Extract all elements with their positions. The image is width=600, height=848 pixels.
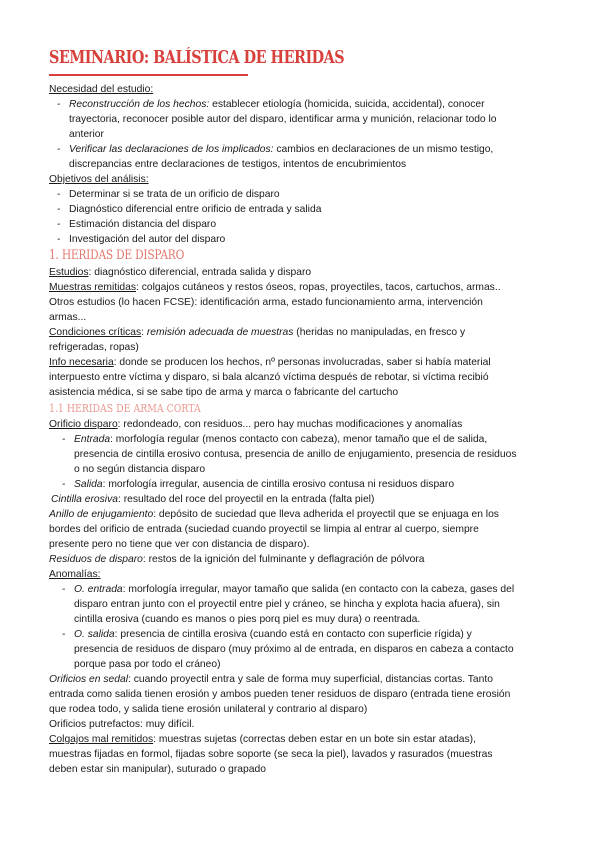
title-underline: [49, 74, 248, 76]
muestras-line: Muestras remitidas: colgajos cutáneos y restos óseos, ropas, proyectiles, tacos, cartuchos, armas..: [49, 282, 501, 293]
anomalia-entrada-cont: disparo entran junto con el proyectil entre piel y cráneo, se hincha y explota hacia afuera), sin: [74, 599, 500, 610]
otros-line: Otros estudios (lo hacen FCSE): identificación arma, estado funcionamiento arma, intervención: [49, 297, 483, 308]
residuos-line: Residuos de disparo: restos de la ignición del fulminante y deflagración de pólvora: [49, 554, 425, 565]
anillo-line: Anillo de enjugamiento: depósito de suciedad que lleva adherida el proyectil que se enjuaga en los: [49, 509, 499, 520]
anomalia-salida-item: - O. salida: presencia de cintilla erosiva (cuando está en contacto con superficie rígida) y: [62, 629, 472, 640]
objetivos-item: - Estimación distancia del disparo: [57, 219, 217, 230]
sedal-line: Orificios en sedal: cuando proyectil entra y sale de forma muy superficial, distancias cortas. Tanto: [49, 674, 493, 685]
page-title: SEMINARIO: BALÍSTICA DE HERIDAS: [49, 48, 345, 68]
entrada-cont: presencia de cintilla erosivo contusa, presencia de anillo de enjugamiento, presencia de residuos: [74, 449, 517, 460]
document-body: [49, 82, 549, 777]
entrada-item: - Entrada: morfología regular (menos contacto con cabeza), menor tamaño que el de salida,: [62, 434, 488, 445]
condiciones-cont: refrigeradas, ropas): [49, 342, 139, 353]
section-heading-1: 1. HERIDAS DE DISPARO: [49, 248, 185, 263]
cintilla-line: Cintilla erosiva: resultado del roce del proyectil en la entrada (falta piel): [51, 494, 375, 505]
anillo-cont: bordes del orificio de entrada (suciedad cuando proyectil se limpia al entrar al cuerpo, siempre: [49, 524, 479, 535]
entrada-cont: o no según distancia disparo: [74, 464, 206, 475]
anillo-cont: presente pero no tiene que ver con distancia de disparo).: [49, 539, 310, 550]
otros-line: armas...: [49, 312, 87, 323]
info-cont: interpuesto entre víctima y disparo, si bala alcanzó víctima después de rebotar, si víctima recibió: [49, 372, 489, 383]
colgajos-cont: muestras fijadas en formol, fijadas sobre soporte (se seca la piel), lavados y rasurados (muestras: [49, 749, 493, 760]
necesidad-item: - Verificar las declaraciones de los implicados: cambios en declaraciones de un mismo testigo,: [57, 144, 494, 155]
necesidad-heading: Necesidad del estudio:: [49, 84, 154, 95]
estudios-line: Estudios: diagnóstico diferencial, entrada salida y disparo: [49, 267, 312, 278]
necesidad-item-cont: anterior: [69, 129, 104, 140]
objetivos-item: - Diagnóstico diferencial entre orificio de entrada y salida: [57, 204, 322, 215]
salida-item: - Salida: morfología irregular, ausencia de cintilla erosivo contusa ni residuos disparo: [62, 479, 455, 490]
info-cont: asistencia médica, si se sabe tipo de arma y marca o fabricante del cartucho: [49, 387, 399, 398]
colgajos-cont: deben estar sin manipular), suturado o grapado: [49, 764, 266, 775]
sedal-cont: entrada como salida tienen erosión y ambos pueden tener residuos de disparo (entrada tiene erosión: [49, 689, 511, 700]
anomalia-entrada-item: - O. entrada: morfología irregular, mayor tamaño que salida (en contacto con la cabeza, gases del: [62, 584, 515, 595]
anomalia-salida-cont: porque pasa por todo el cráneo): [74, 659, 221, 670]
condiciones-line: Condiciones críticas: remisión adecuada de muestras (heridas no manipuladas, en fresco y: [49, 327, 466, 338]
orificio-line: Orificio disparo: redondeado, con residuos... pero hay muchas modificaciones y anomalías: [49, 419, 463, 430]
necesidad-item-cont: discrepancias entre declaraciones de testigos, intentos de encubrimientos: [69, 159, 407, 170]
objetivos-item: - Investigación del autor del disparo: [57, 234, 226, 245]
section-heading-1-1: 1.1 HERIDAS DE ARMA CORTA: [49, 402, 201, 415]
objetivos-heading: Objetivos del análisis:: [49, 174, 149, 185]
necesidad-item-cont: trayectoria, reconocer posible autor del disparo, identificar arma y munición, relacionar todo lo: [69, 114, 497, 125]
objetivos-item: - Determinar si se trata de un orificio de disparo: [57, 189, 280, 200]
colgajos-line: Colgajos mal remitidos: muestras sujetas (correctas deben estar en un bote sin estar atadas),: [49, 734, 476, 745]
sedal-cont: que rodea todo, y salida tiene erosión unilateral y contrario al disparo): [49, 704, 368, 715]
necesidad-item: - Reconstrucción de los hechos: establecer etiología (homicida, suicida, accidental), conocer: [57, 99, 485, 110]
anomalia-salida-cont: presencia de residuos de disparo (muy próximo al de entrada, en disparos en cabeza a contacto: [74, 644, 514, 655]
anomalia-entrada-cont: cintilla erosiva (cuando es manos o pies porq piel es muy dura) o reentrada.: [74, 614, 421, 625]
anomalias-heading: Anomalías:: [49, 569, 101, 580]
info-line: Info necesaria: donde se producen los hechos, nº personas involucradas, saber si había material: [49, 357, 491, 368]
putrefactos-line: Orificios putrefactos: muy difícil.: [49, 719, 195, 730]
